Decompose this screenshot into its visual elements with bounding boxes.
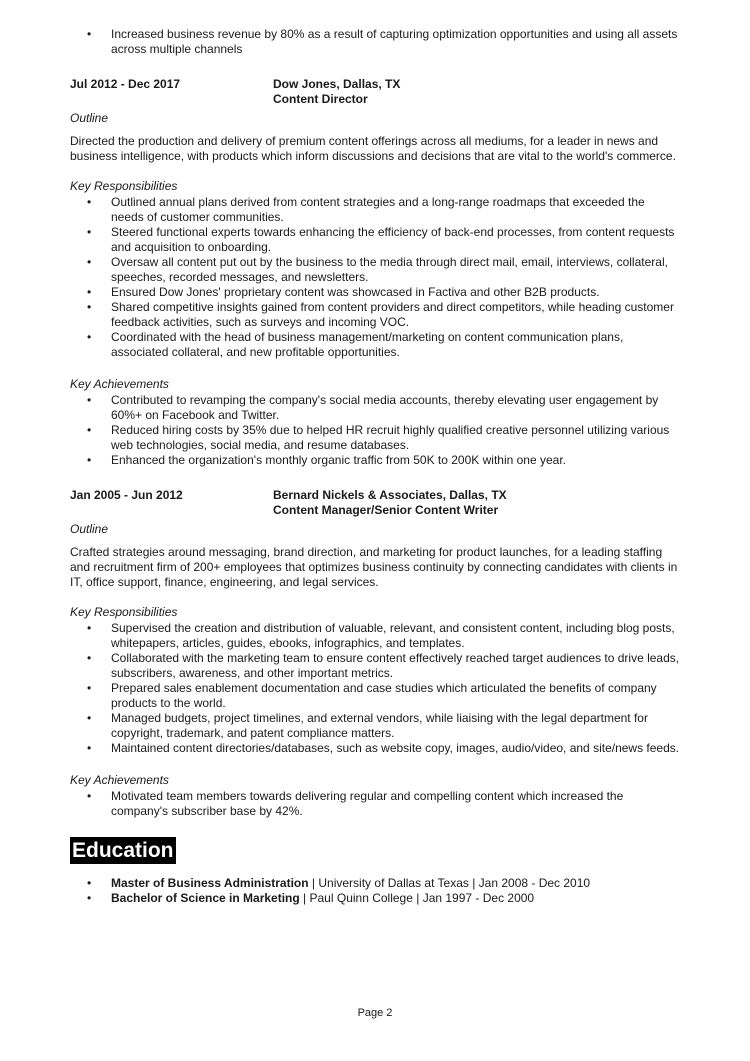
degree-name: Master of Business Administration	[111, 876, 309, 890]
job-title: Content Director	[273, 92, 368, 106]
achievements-label: Key Achievements	[70, 773, 169, 787]
responsibilities-list	[70, 621, 680, 756]
list-item: • Enhanced the organization's monthly organic traffic from 50K to 200K within one year.	[70, 453, 680, 468]
degree-details: | Paul Quinn College | Jan 1997 - Dec 2000	[299, 891, 535, 905]
achievements-list	[70, 393, 680, 468]
list-item: • Prepared sales enablement documentation and case studies which articulated the benefits of company products to the world.	[70, 681, 680, 711]
responsibilities-list	[70, 195, 680, 360]
list-item: • Collaborated with the marketing team to ensure content effectively reached target audiences to drive leads, subscribers, awareness, and other important metrics.	[70, 651, 680, 681]
outline-label: Outline	[70, 522, 109, 536]
achievements-label: Key Achievements	[70, 377, 169, 391]
list-item: • Motivated team members towards delivering regular and compelling content which increased the company's subscriber base by 42%.	[70, 789, 680, 819]
education-item	[70, 891, 680, 906]
responsibilities-label: Key Responsibilities	[70, 605, 178, 619]
education-list	[70, 876, 680, 906]
carryover-bullet-list	[70, 27, 680, 57]
list-item: • Shared competitive insights gained from content providers and direct competitors, while heading customer feedback activities, such as surveys and incoming VOC.	[70, 300, 680, 330]
job-outline-text: Crafted strategies around messaging, brand direction, and marketing for product launches, for a leading staffing and recruitment firm of 200+ employees that optimizes business continuity by connecting candidates with clients in IT, office support, finance, engineering, and legal services.	[70, 545, 678, 589]
responsibilities-label: Key Responsibilities	[70, 179, 178, 193]
job-outline-text: Directed the production and delivery of premium content offerings across all mediums, for a leader in news and business intelligence, with products which inform discussions and decisions that are vital to the world's commerce.	[70, 134, 676, 163]
job-company: Dow Jones, Dallas, TX	[273, 77, 401, 91]
list-item: • Outlined annual plans derived from content strategies and a long-range roadmaps that exceeded the needs of customer communities.	[70, 195, 680, 225]
degree-details: | University of Dallas at Texas | Jan 2008 - Dec 2010	[308, 876, 591, 890]
page-number: Page 2	[357, 1007, 393, 1019]
list-item: • Steered functional experts towards enhancing the efficiency of back-end processes, from content requests and acquisition to onboarding.	[70, 225, 680, 255]
list-item: • Managed budgets, project timelines, and external vendors, while liaising with the legal department for copyright, trademark, and patent compliance matters.	[70, 711, 680, 741]
list-item: • Increased business revenue by 80% as a result of capturing optimization opportunities and using all assets across multiple channels	[70, 27, 680, 57]
list-item: • Maintained content directories/databases, such as website copy, images, audio/video, and site/news feeds.	[70, 741, 680, 756]
job-dates: Jan 2005 - Jun 2012	[70, 488, 183, 502]
achievements-list	[70, 789, 680, 819]
list-item: • Supervised the creation and distribution of valuable, relevant, and consistent content, including blog posts, whitepapers, articles, guides, ebooks, infographics, and templates.	[70, 621, 680, 651]
education-item	[70, 876, 680, 891]
list-item: • Ensured Dow Jones' proprietary content was showcased in Factiva and other B2B products.	[70, 285, 680, 300]
list-item: • Contributed to revamping the company's social media accounts, thereby elevating user engagement by 60%+ on Facebook and Twitter.	[70, 393, 680, 423]
education-heading: Education	[72, 839, 174, 862]
list-item: • Coordinated with the head of business management/marketing on content communication plans, associated collateral, and new profitable opportunities.	[70, 330, 680, 360]
job-title: Content Manager/Senior Content Writer	[273, 503, 499, 517]
outline-label: Outline	[70, 111, 109, 125]
list-item: • Reduced hiring costs by 35% due to helped HR recruit highly qualified creative personnel utilizing various web technologies, social media, and resume databases.	[70, 423, 680, 453]
degree-name: Bachelor of Science in Marketing	[111, 891, 300, 905]
job-dates: Jul 2012 - Dec 2017	[70, 77, 181, 91]
list-item: • Oversaw all content put out by the business to the media through direct mail, email, interviews, collateral, speeches, recorded messages, and newsletters.	[70, 255, 680, 285]
job-company: Bernard Nickels & Associates, Dallas, TX	[273, 488, 507, 502]
